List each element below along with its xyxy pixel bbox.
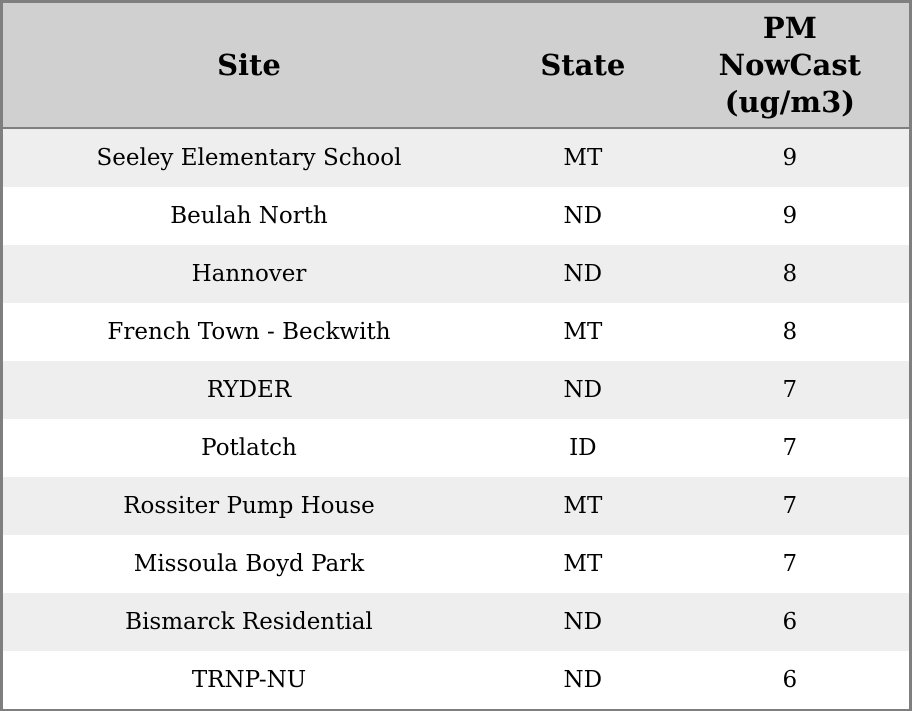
site-cell: Missoula Boyd Park	[3, 535, 495, 593]
table-row	[3, 187, 909, 245]
pm-header-line-1: PM	[762, 10, 817, 45]
state-cell: MT	[495, 128, 671, 187]
pm-cell: 6	[671, 651, 909, 709]
site-cell: Bismarck Residential	[3, 593, 495, 651]
header-row	[3, 3, 909, 128]
table-row	[3, 303, 909, 361]
table-row	[3, 651, 909, 709]
state-cell: ND	[495, 361, 671, 419]
site-cell: Potlatch	[3, 419, 495, 477]
site-cell: Seeley Elementary School	[3, 128, 495, 187]
pm-cell: 7	[671, 361, 909, 419]
state-cell: MT	[495, 535, 671, 593]
table-row	[3, 535, 909, 593]
column-header-site: Site	[3, 3, 495, 128]
table-row	[3, 419, 909, 477]
data-table	[3, 3, 909, 709]
table-row	[3, 477, 909, 535]
pm-cell: 8	[671, 303, 909, 361]
pm-cell: 9	[671, 187, 909, 245]
pm-cell: 7	[671, 477, 909, 535]
site-cell: Rossiter Pump House	[3, 477, 495, 535]
pm-cell: 9	[671, 128, 909, 187]
state-cell: ND	[495, 245, 671, 303]
table-row	[3, 361, 909, 419]
site-cell: TRNP-NU	[3, 651, 495, 709]
state-cell: ND	[495, 187, 671, 245]
state-cell: ND	[495, 593, 671, 651]
pm-header-line-2: NowCast	[718, 47, 862, 82]
pm-header-line-3: (ug/m3)	[724, 84, 855, 119]
column-header-pm-nowcast	[671, 3, 909, 128]
pm-cell: 6	[671, 593, 909, 651]
table-row	[3, 593, 909, 651]
site-cell: French Town - Beckwith	[3, 303, 495, 361]
state-cell: ID	[495, 419, 671, 477]
pm-cell: 7	[671, 419, 909, 477]
table-header	[3, 3, 909, 128]
column-header-state: State	[495, 3, 671, 128]
state-cell: ND	[495, 651, 671, 709]
pm-cell: 7	[671, 535, 909, 593]
table-row	[3, 128, 909, 187]
state-cell: MT	[495, 477, 671, 535]
pm-cell: 8	[671, 245, 909, 303]
state-cell: MT	[495, 303, 671, 361]
site-cell: Beulah North	[3, 187, 495, 245]
site-cell: RYDER	[3, 361, 495, 419]
site-cell: Hannover	[3, 245, 495, 303]
table-row	[3, 245, 909, 303]
table-body	[3, 128, 909, 709]
